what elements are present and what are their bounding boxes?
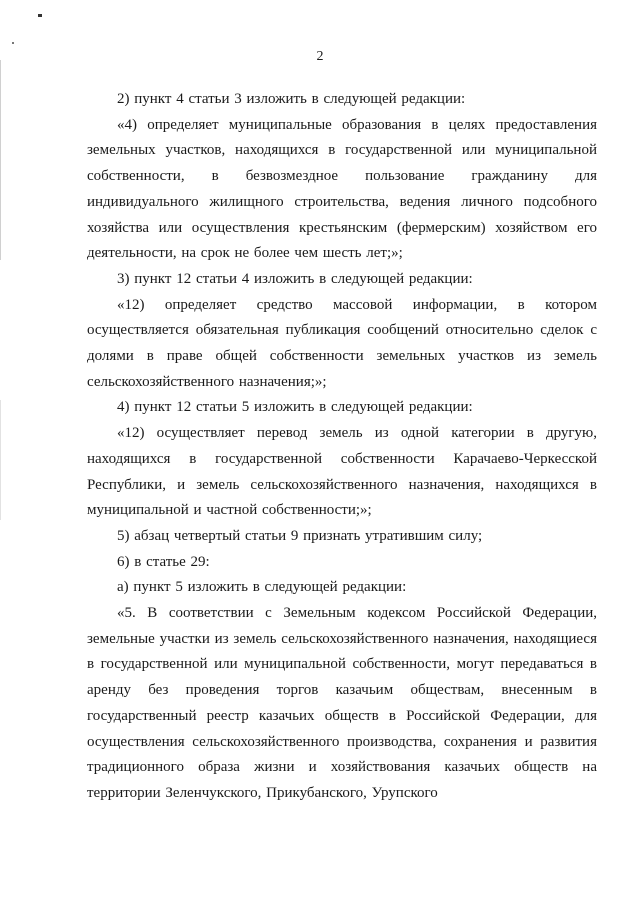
paragraph: 3) пункт 12 статьи 4 изложить в следующей редакции: (117, 270, 473, 287)
page-number: 2 (316, 49, 324, 64)
scan-edge-line (0, 60, 1, 260)
paragraph: «12) определяет средство массовой информации, в котором осуществляется обязательная публикация сообщений относительно сделок с долями в праве общей собственности земельных участков из земель сельскохозяйственного назначения;»; (87, 296, 597, 390)
scan-edge-line (0, 400, 1, 520)
paragraph: а) пункт 5 изложить в следующей редакции: (117, 579, 407, 596)
paragraph: 6) в статье 29: (117, 553, 210, 570)
paragraph: 2) пункт 4 статьи 3 изложить в следующей редакции: (117, 91, 466, 107)
paragraph: «4) определяет муниципальные образования в целях предоставления земельных участков, находящихся в государственной или муниципальной собственности, в безвозмездное пользование гражданину для индивидуального жилищного строительства, ведения личного подсобного хозяйства или осуществления крестьянским (фермерским) хозяйством его деятельности, на срок не более чем шесть лет;»; (87, 116, 597, 262)
document-body (87, 87, 597, 807)
scan-artifact-dot (12, 42, 14, 44)
paragraph: 4) пункт 12 статьи 5 изложить в следующей редакции: (117, 399, 473, 416)
paragraph: 5) абзац четвертый статьи 9 признать утратившим силу; (117, 527, 483, 544)
scan-artifact-dot (38, 14, 42, 17)
paragraph: «5. В соответствии с Земельным кодексом Российской Федерации, земельные участки из земель сельскохозяйственного назначения, находящиеся в государственной или муниципальной собственности, могут передаваться в аренду без проведения торгов казачьим обществам, внесенным в государственный реестр казачьих обществ в Российской Федерации, для осуществления сельскохозяйственного производства, сохранения и развития традиционного образа жизни и хозяйствования казачьих обществ на территории Зеленчукского, Прикубанского, Урупского (87, 605, 597, 801)
paragraph: «12) осуществляет перевод земель из одной категории в другую, находящихся в государственной собственности Карачаево-Черкесской Республики, и земель сельскохозяйственного назначения, находящихся в муниципальной и частной собственности;»; (87, 425, 597, 519)
